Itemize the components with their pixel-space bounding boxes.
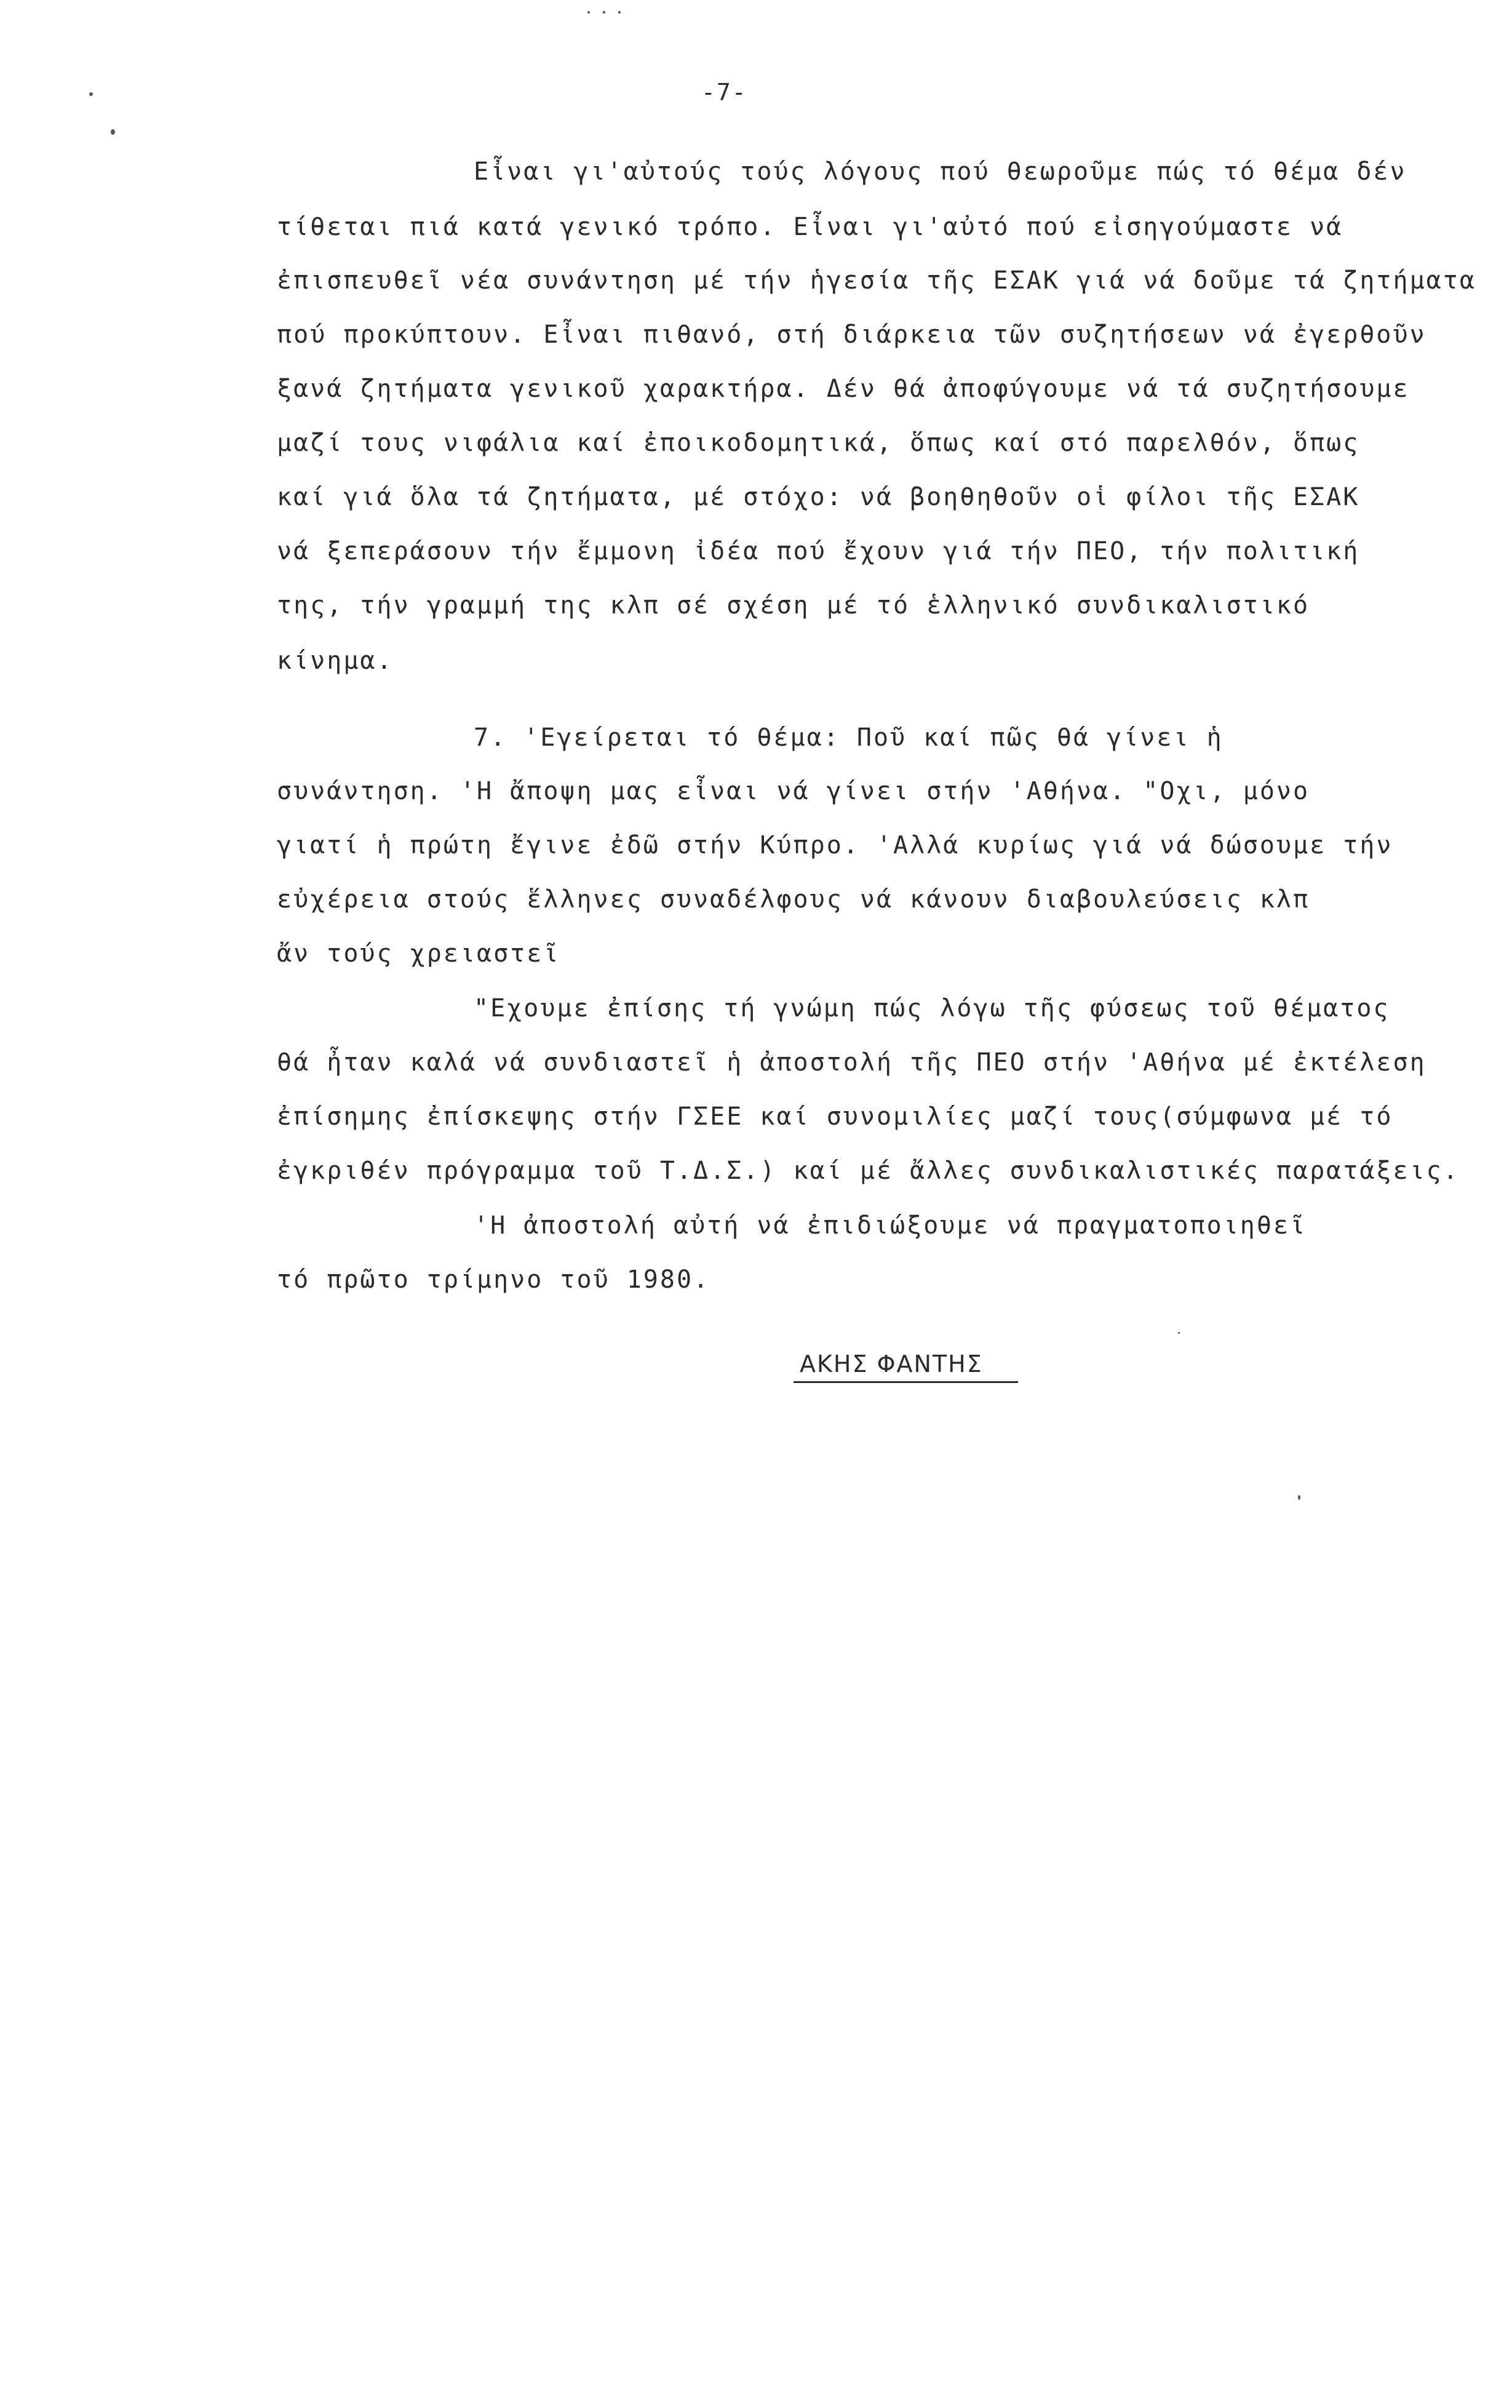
scan-speck [587, 11, 590, 14]
text-line: τίθεται πιά κατά γενικό τρόπο. Εἶναι γι'αὐτό πού εἰσηγούμαστε νά [277, 213, 1343, 241]
text-line: ἐγκριθέν πρόγραμμα τοῦ Τ.Δ.Σ.) καί μέ ἄλλες συνδικαλιστικές παρατάξεις. [277, 1157, 1460, 1185]
text-line: θά ἦταν καλά νά συνδιαστεῖ ἡ ἀποστολή τῆς ΠΕΟ στήν 'Αθήνα μέ ἐκτέλεση [277, 1048, 1426, 1077]
text-line: ξανά ζητήματα γενικοῦ χαρακτήρα. Δέν θά ἀποφύγουμε νά τά συζητήσουμε [277, 375, 1410, 403]
page-number: -7- [701, 79, 747, 106]
text-line: γιατί ἡ πρώτη ἔγινε ἐδῶ στήν Κύπρο. 'Αλλά κυρίως γιά νά δώσουμε τήν [277, 831, 1393, 859]
scan-speck [603, 11, 605, 14]
text-line: καί γιά ὅλα τά ζητήματα, μέ στόχο: νά βοηθηθοῦν οἱ φίλοι τῆς ΕΣΑΚ [277, 483, 1360, 511]
text-line: συνάντηση. 'Η ἄποψη μας εἶναι νά γίνει στήν 'Αθήνα. "Οχι, μόνο [277, 777, 1310, 805]
scan-speck [618, 11, 621, 14]
text-line: ἐπίσημης ἐπίσκεψης στήν ΓΣΕΕ καί συνομιλίες μαζί τους(σύμφωνα μέ τό [277, 1102, 1393, 1131]
scan-speck [1298, 1495, 1300, 1500]
text-line: "Εχουμε ἐπίσης τή γνώμη πώς λόγω τῆς φύσεως τοῦ θέματος [474, 994, 1390, 1023]
text-line: ἄν τούς χρειαστεῖ [277, 939, 560, 968]
scan-speck [89, 92, 93, 96]
text-line: πού προκύπτουν. Εἶναι πιθανό, στή διάρκεια τῶν συζητήσεων νά ἐγερθοῦν [277, 321, 1426, 349]
text-line: μαζί τους νιφάλια καί ἐποικοδομητικά, ὅπως καί στό παρελθόν, ὅπως [277, 429, 1360, 457]
text-line: εὐχέρεια στούς ἕλληνες συναδέλφους νά κάνουν διαβουλεύσεις κλπ [277, 885, 1310, 914]
text-line: 'Η ἀποστολή αὐτή νά ἐπιδιώξουμε νά πραγματοποιηθεῖ [474, 1211, 1307, 1240]
signature-name: ΑΚΗΣ ΦΑΝΤΗΣ [800, 1350, 983, 1377]
scan-speck [1178, 1332, 1180, 1334]
scan-speck [111, 129, 115, 135]
text-line: τό πρῶτο τρίμηνο τοῦ 1980. [277, 1266, 710, 1294]
signature-underline [794, 1381, 1018, 1383]
text-line: της, τήν γραμμή της κλπ σέ σχέση μέ τό ἑλληνικό συνδικαλιστικό [277, 591, 1310, 620]
text-line: νά ξεπεράσουν τήν ἔμμονη ἰδέα πού ἔχουν γιά τήν ΠΕΟ, τήν πολιτική [277, 537, 1360, 565]
text-line: κίνημα. [277, 647, 394, 675]
text-line: 7. 'Εγείρεται τό θέμα: Ποῦ καί πῶς θά γίνει ἡ [474, 724, 1224, 752]
text-line: ἐπισπευθεῖ νέα συνάντηση μέ τήν ἡγεσία τῆς ΕΣΑΚ γιά νά δοῦμε τά ζητήματα [277, 266, 1476, 295]
text-line: Εἶναι γι'αὐτούς τούς λόγους πού θεωροῦμε πώς τό θέμα δέν [474, 157, 1407, 186]
